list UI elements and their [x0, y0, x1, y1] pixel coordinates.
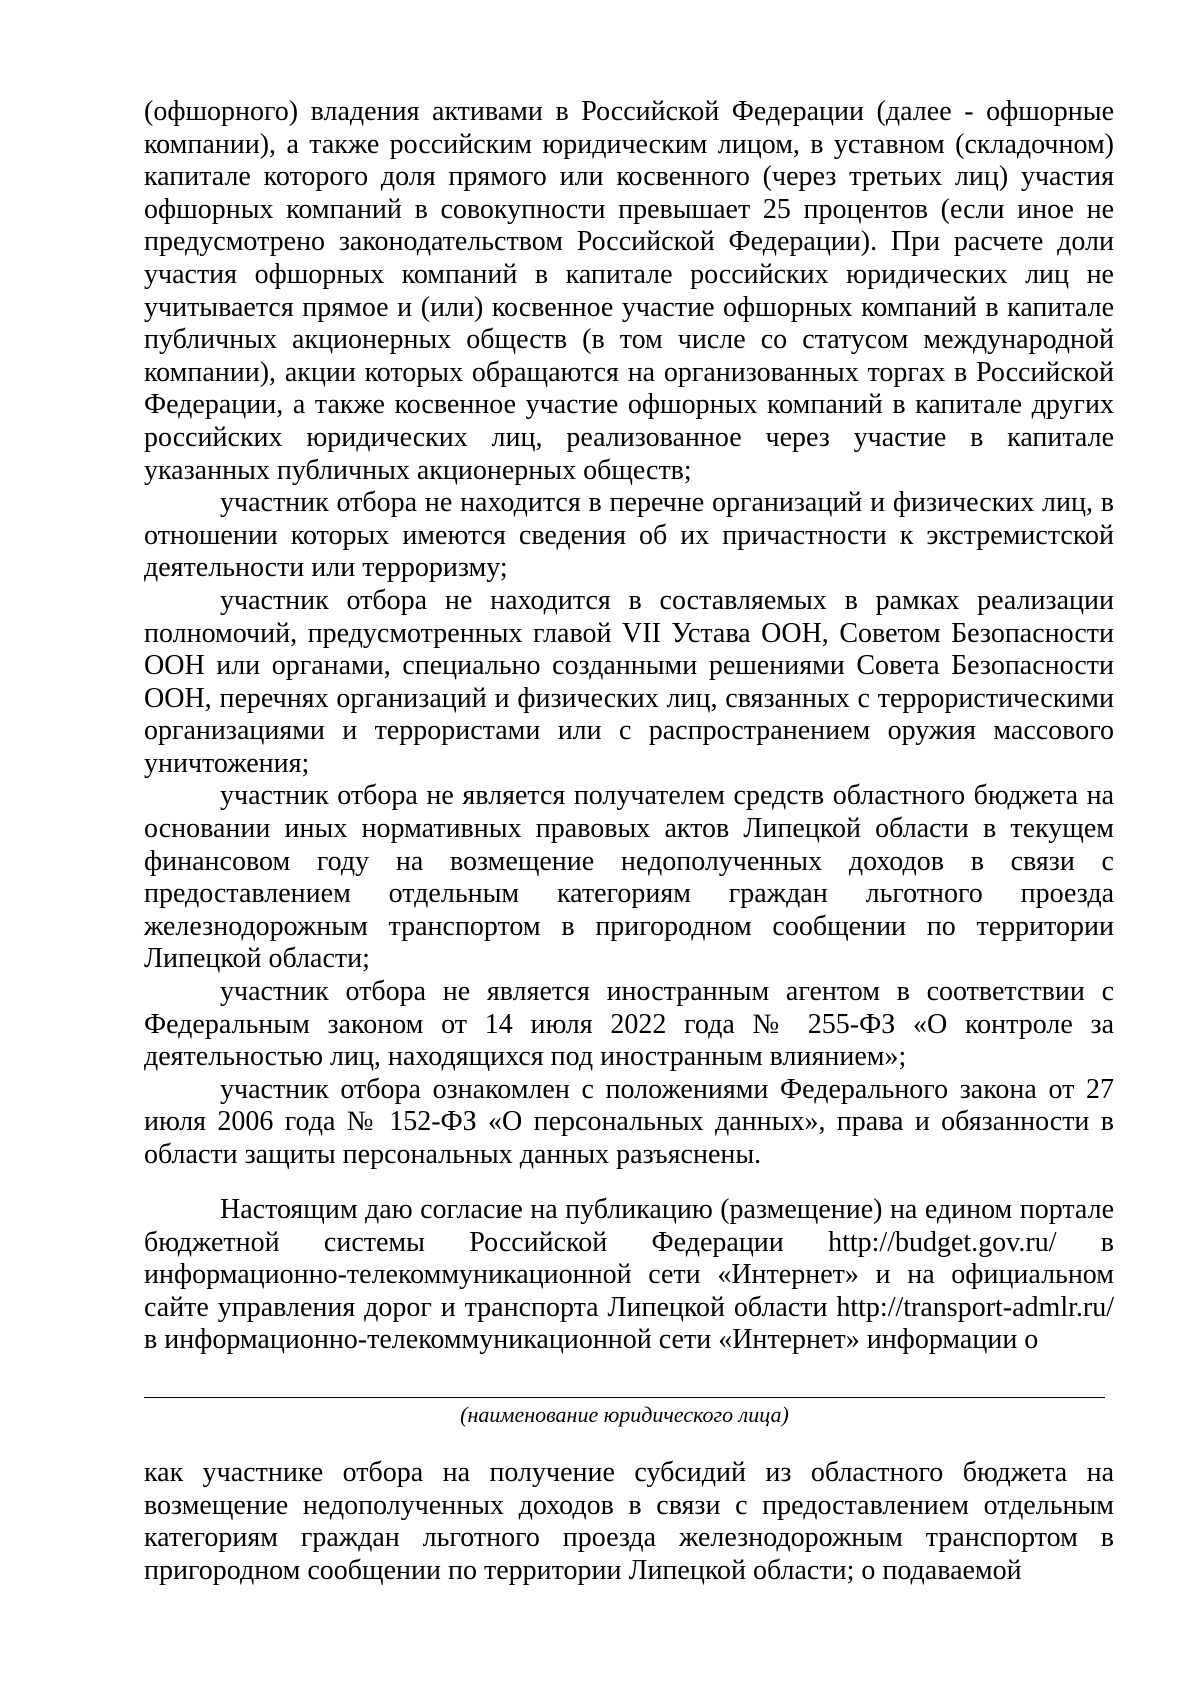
- condition-un-sanctions: участник отбора не находится в составляемых в рамках реализации полномочий, предусмотренных главой VII Устава ООН, Советом Безопасности ООН или органами, специально созданными решениями Совета Безопасности ООН, перечнях организаций и физических лиц, связанных с террористическими организациями и террористами или с распространением оружия массового уничтожения;: [144, 584, 1114, 779]
- condition-extremism: участник отбора не находится в перечне организаций и физических лиц, в отношении которых имеются сведения об их причастности к экстремистской деятельности или терроризму;: [144, 487, 1114, 584]
- closing-text: [144, 1457, 1114, 1587]
- consent-paragraph: Настоящим даю согласие на публикацию (размещение) на едином портале бюджетной системы Российской Федерации http://budget.gov.ru/ в информационно-телекоммуникационной сети «Интернет» и на официальном сайте управления дорог и транспорта Липецкой области http://transport-admlr.ru/ в информационно-телекоммуникационной сети «Интернет» информации о: [144, 1194, 1114, 1356]
- blank-caption: (наименование юридического лица): [460, 1402, 789, 1427]
- condition-no-other-budget-funds: участник отбора не является получателем средств областного бюджета на основании иных нормативных правовых актов Липецкой области в текущем финансовом году на возмещение недополученных доходов в связи с предоставлением отдельным категориям граждан льготного проезда железнодорожным транспортом в пригородном сообщении по территории Липецкой области;: [144, 780, 1114, 975]
- blank-fill-line: [144, 1397, 1105, 1398]
- condition-not-foreign-agent: участник отбора не является иностранным агентом в соответствии с Федеральным законом от 14 июля 2022 года № 255-ФЗ «О контроле за деятельностью лиц, находящихся под иностранным влиянием»;: [144, 976, 1114, 1073]
- closing-paragraph: как участнике отбора на получение субсидий из областного бюджета на возмещение недополученных доходов в связи с предоставлением отдельным категориям граждан льготного проезда железнодорожным транспортом в пригородном сообщении по территории Липецкой области; о подаваемой: [144, 1457, 1114, 1586]
- consent-text: [144, 1194, 1114, 1357]
- condition-personal-data: участник отбора ознакомлен с положениями Федерального закона от 27 июля 2006 года № 152-ФЗ «О персональных данных», права и обязанности в области защиты персональных данных разъяснены.: [144, 1073, 1114, 1170]
- intro-paragraph: (офшорного) владения активами в Российской Федерации (далее - офшорные компании), а также российским юридическим лицом, в уставном (складочном) капитале которого доля прямого или косвенного (через третьих лиц) участия офшорных компаний в совокупности превышает 25 процентов (если иное не предусмотрено законодательством Российской Федерации). При расчете доли участия офшорных компаний в капитале российских юридических лиц не учитывается прямое и (или) косвенное участие офшорных компаний в капитале публичных акционерных обществ (в том числе со статусом международной компании), акции которых обращаются на организованных торгах в Российской Федерации, а также косвенное участие офшорных компаний в капитале других российских юридических лиц, реализованное через участие в капитале указанных публичных акционерных обществ;: [144, 96, 1114, 486]
- main-text: [144, 96, 1114, 1172]
